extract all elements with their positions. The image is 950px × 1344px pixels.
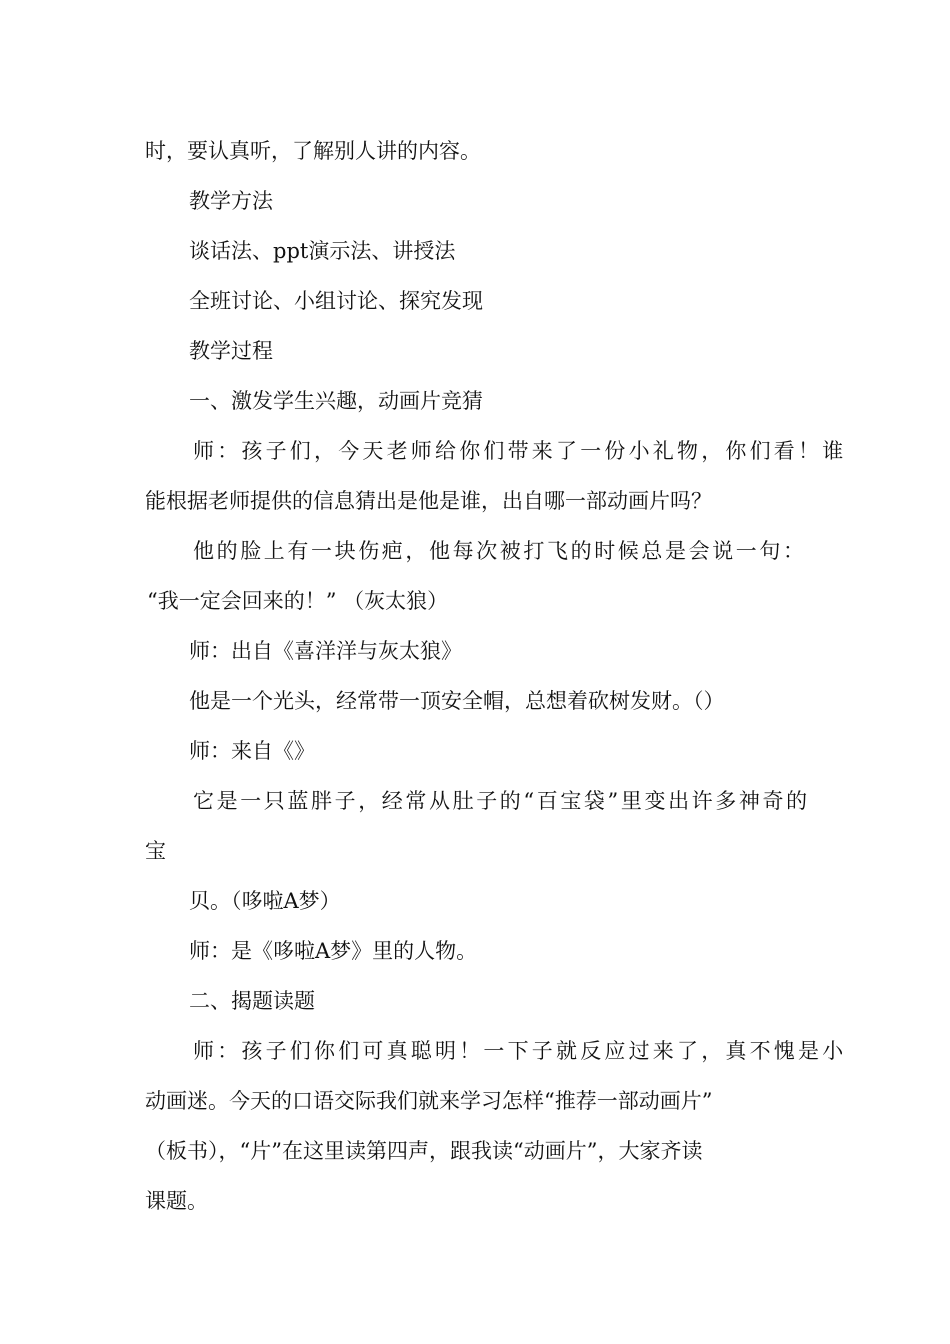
paragraph-line: 他是一个光头，经常带一顶安全帽，总想着砍树发财。（） (189, 689, 725, 713)
paragraph-line: 贝。（哆啦A梦） (189, 889, 341, 913)
paragraph-line: 师：孩子们，今天老师给你们带来了一份小礼物，你们看！谁 (193, 439, 847, 463)
paragraph-line: 他的脸上有一块伤疤，他每次被打飞的时候总是会说一句： (193, 539, 807, 563)
paragraph-line: 师：出自《喜洋洋与灰太狼》 (189, 639, 462, 663)
paragraph-line: 时，要认真听，了解别人讲的内容。 (145, 139, 481, 163)
paragraph-line: 谈话法、ppt演示法、讲授法 (189, 239, 456, 263)
paragraph-line: 师：来自《》 (189, 739, 315, 763)
paragraph-line: 宝 (145, 839, 166, 863)
section-heading-teaching-process: 教学过程 (189, 339, 273, 363)
paragraph-line: 能根据老师提供的信息猜出是他是谁，出自哪一部动画片吗？ (145, 489, 712, 513)
paragraph-line: 动画迷。今天的口语交际我们就来学习怎样“推荐一部动画片” (145, 1089, 713, 1113)
section-heading-part-one: 一、激发学生兴趣，动画片竞猜 (189, 389, 483, 413)
paragraph-line: “我一定会回来的！” （灰太狼） (147, 589, 449, 613)
paragraph-line: 全班讨论、小组讨论、探究发现 (189, 289, 483, 313)
paragraph-line: （板书），“片”在这里读第四声，跟我读“动画片”，大家齐读 (145, 1139, 703, 1163)
paragraph-line: 师：孩子们你们可真聪明！一下子就反应过来了，真不愧是小 (193, 1039, 847, 1063)
section-heading-teaching-method: 教学方法 (189, 189, 273, 213)
paragraph-line: 师：是《哆啦A梦》里的人物。 (189, 939, 478, 963)
paragraph-line: 它是一只蓝胖子，经常从肚子的“百宝袋”里变出许多神奇的 (193, 789, 810, 813)
section-heading-part-two: 二、揭题读题 (189, 989, 315, 1013)
paragraph-line: 课题。 (145, 1189, 208, 1213)
